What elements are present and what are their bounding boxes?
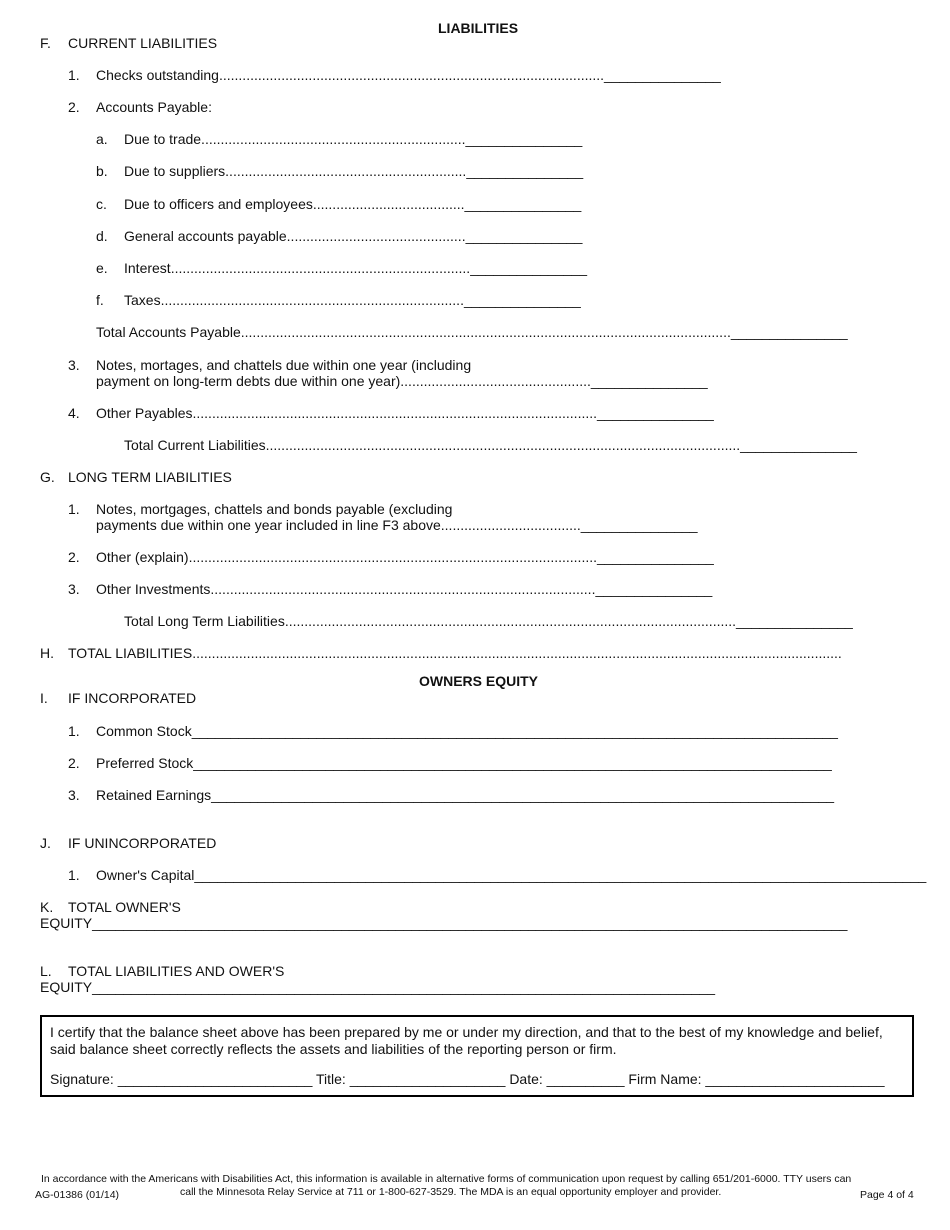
- section-j-letter: J.: [40, 835, 51, 851]
- notes-due-within-year-label: Notes, mortages, and chattels due within one year (including: [96, 357, 472, 373]
- interest-field[interactable]: Interest............................................................................._______________: [124, 260, 587, 276]
- accounts-payable-label: Accounts Payable:: [96, 99, 212, 115]
- due-to-suppliers-field[interactable]: Due to suppliers.............................................................._______________: [124, 163, 584, 179]
- general-accounts-payable-field[interactable]: General accounts payable.............................................._______________: [124, 228, 583, 244]
- section-k-letter: K.: [40, 899, 54, 915]
- total-current-liabilities-field[interactable]: Total Current Liabilities.........................................................................................................................._______________: [124, 437, 857, 453]
- total-owners-equity-field[interactable]: EQUITY_________________________________________________________________________________________________: [40, 915, 848, 931]
- other-payables-field[interactable]: Other Payables........................................................................................................_______________: [96, 405, 714, 421]
- ada-notice-line2: call the Minnesota Relay Service at 711 or 1-800-627-3529. The MDA is an equal opportunity employer and provider.: [180, 1186, 722, 1198]
- checks-outstanding-field[interactable]: Checks outstanding..................................................................................................._______________: [96, 67, 721, 83]
- certification-statement-line2: said balance sheet correctly reflects the assets and liabilities of the reporting person or firm.: [50, 1041, 617, 1057]
- f2f-letter: f.: [96, 292, 104, 308]
- i2-number: 2.: [68, 755, 80, 771]
- section-i-letter: I.: [40, 690, 48, 706]
- other-investments-field[interactable]: Other Investments..................................................................................................._______________: [96, 581, 713, 597]
- signature-title-date-firm-fields[interactable]: Signature: _________________________ Title: ____________________ Date: __________ Firm Name: _______________________: [50, 1071, 885, 1087]
- g2-number: 2.: [68, 549, 80, 565]
- notes-due-within-year-field[interactable]: payment on long-term debts due within one year)................................................._______________: [96, 373, 708, 389]
- section-g-letter: G.: [40, 469, 55, 485]
- total-accounts-payable-field[interactable]: Total Accounts Payable.............................................................................................................................._______________: [96, 324, 848, 340]
- f4-number: 4.: [68, 405, 80, 421]
- i1-number: 1.: [68, 723, 80, 739]
- f2e-letter: e.: [96, 260, 108, 276]
- f2c-letter: c.: [96, 196, 107, 212]
- f3-number: 3.: [68, 357, 80, 373]
- other-explain-field[interactable]: Other (explain)........................................................................................................._______________: [96, 549, 714, 565]
- form-number: AG-01386 (01/14): [35, 1189, 120, 1201]
- taxes-field[interactable]: Taxes.............................................................................._______________: [124, 292, 581, 308]
- f2-number: 2.: [68, 99, 80, 115]
- i3-number: 3.: [68, 787, 80, 803]
- total-liabilities-and-equity-label: TOTAL LIABILITIES AND OWER'S: [68, 963, 285, 979]
- long-term-notes-field[interactable]: payments due within one year included in line F3 above...................................._______________: [96, 517, 698, 533]
- due-to-trade-field[interactable]: Due to trade...................................................................._______________: [124, 131, 583, 147]
- ada-notice-line1: In accordance with the Americans with Disabilities Act, this information is available in alternative forms of communication upon request by calling 651/201-6000. TTY users can: [41, 1173, 852, 1185]
- owners-capital-field[interactable]: Owner's Capital______________________________________________________________________________________________: [96, 867, 927, 883]
- g1-number: 1.: [68, 501, 80, 517]
- section-g-heading: LONG TERM LIABILITIES: [68, 469, 232, 485]
- f2d-letter: d.: [96, 228, 108, 244]
- section-l-letter: L.: [40, 963, 52, 979]
- page-number: Page 4 of 4: [860, 1189, 914, 1201]
- j1-number: 1.: [68, 867, 80, 883]
- section-f-heading: CURRENT LIABILITIES: [68, 35, 218, 51]
- f2b-letter: b.: [96, 163, 108, 179]
- total-liabilities-field[interactable]: TOTAL LIABILITIES.......................................................................................................................................................................: [68, 645, 842, 661]
- section-i-heading: IF INCORPORATED: [68, 690, 197, 706]
- f1-number: 1.: [68, 67, 80, 83]
- liabilities-title: LIABILITIES: [438, 20, 519, 36]
- common-stock-field[interactable]: Common Stock___________________________________________________________________________________: [96, 723, 838, 739]
- section-f-letter: F.: [40, 35, 51, 51]
- retained-earnings-field[interactable]: Retained Earnings________________________________________________________________________________: [96, 787, 835, 803]
- total-liabilities-and-equity-field[interactable]: EQUITY________________________________________________________________________________: [40, 979, 716, 995]
- f2a-letter: a.: [96, 131, 108, 147]
- total-owners-equity-label: TOTAL OWNER'S: [68, 899, 181, 915]
- g3-number: 3.: [68, 581, 80, 597]
- long-term-notes-label: Notes, mortgages, chattels and bonds payable (excluding: [96, 501, 453, 517]
- total-long-term-liabilities-field[interactable]: Total Long Term Liabilities...................................................................................................................._______________: [124, 613, 853, 629]
- owners-equity-title: OWNERS EQUITY: [419, 673, 539, 689]
- certification-statement-line1: I certify that the balance sheet above has been prepared by me or under my direction, and that to the best of my knowledge and belief,: [50, 1024, 883, 1040]
- due-to-officers-field[interactable]: Due to officers and employees......................................._______________: [124, 196, 582, 212]
- preferred-stock-field[interactable]: Preferred Stock__________________________________________________________________________________: [96, 755, 832, 771]
- section-j-heading: IF UNINCORPORATED: [68, 835, 217, 851]
- section-h-letter: H.: [40, 645, 54, 661]
